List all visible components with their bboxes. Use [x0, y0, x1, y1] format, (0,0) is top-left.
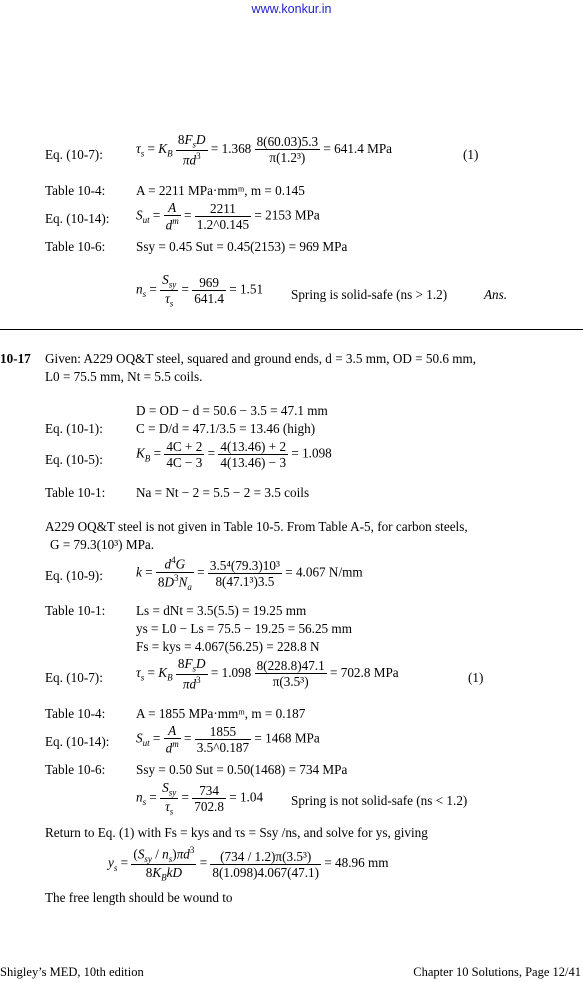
table10-1b-label: Table 10-1:	[45, 603, 106, 618]
eq10-9-label: Eq. (10-9):	[45, 568, 103, 583]
ys-line: ys = L0 − Ls = 75.5 − 19.25 = 56.25 mm	[136, 621, 352, 636]
equation-ref: (1)	[463, 147, 479, 162]
free-length-line: The free length should be wound to	[45, 890, 233, 905]
table10-1-text: Na = Nt − 2 = 5.5 − 2 = 3.5 coils	[136, 485, 310, 500]
ys-formula: $y_s$ = $\frac{(S_{sy} / n_s)\pi d^3}{8K_BkD}$ = $\frac{\text{(734 / 1.2)π(3.5³)}}{8(1.098)4.067(47.1)}$ = 48.96 mm	[108, 845, 389, 884]
eq10-1-label: Eq. (10-1):	[45, 421, 103, 436]
table10-6b-text: Ssy = 0.50 Sut = 0.50(1468) = 734 MPa	[136, 762, 348, 777]
nsb-comment: Spring is not solid-safe (ns < 1.2)	[291, 793, 468, 808]
problem-number: 10-17	[0, 351, 31, 366]
eq10-9-formula: k = $\frac{d^4G}{8D^3N_a}$ = $\frac{\text{3.5⁴(79.3)10³}}{\text{8(47.1³)3.5}}$ = 4.067 N/mm	[136, 555, 363, 592]
section-divider	[0, 329, 583, 330]
eq10-14b-formula: $S_{ut}$ = $\frac{A}{d^m}$ = $\frac{1855}{3.5\^{}0.187}$ = 1468 MPa	[136, 723, 320, 756]
table10-6-label: Table 10-6:	[45, 239, 106, 254]
eq10-14-formula: $S_{ut}$ = $\frac{A}{d^m}$ = $\frac{2211}{1.2\^{}0.145}$ = 2153 MPa	[136, 200, 320, 233]
note-line-2: G = 79.3(10³) MPa.	[50, 537, 155, 552]
eq10-14-label: Eq. (10-14):	[45, 211, 110, 226]
D-line: D = OD − d = 50.6 − 3.5 = 47.1 mm	[136, 403, 328, 418]
ns-comment: Spring is solid-safe (ns > 1.2)	[291, 287, 448, 302]
eq10-5-label: Eq. (10-5):	[45, 452, 103, 467]
answer-mark: Ans.	[484, 287, 508, 302]
table10-4-text: A = 2211 MPa·mmᵐ, m = 0.145	[136, 183, 305, 198]
given-line-2: L0 = 75.5 mm, Nt = 5.5 coils.	[45, 369, 203, 384]
eq10-14b-label: Eq. (10-14):	[45, 734, 110, 749]
footer-left: Shigley’s MED, 10th edition	[0, 965, 144, 979]
table10-4b-label: Table 10-4:	[45, 706, 106, 721]
note-line-1: A229 OQ&T steel is not given in Table 10-5. From Table A-5, for carbon steels,	[45, 519, 468, 534]
equation-ref-2: (1)	[468, 670, 484, 685]
eq10-7-label: Eq. (10-7):	[45, 147, 103, 162]
fs-line: Fs = kys = 4.067(56.25) = 228.8 N	[136, 639, 320, 654]
table10-4b-text: A = 1855 MPa·mmᵐ, m = 0.187	[136, 706, 306, 721]
table10-4-label: Table 10-4:	[45, 183, 106, 198]
header-url[interactable]: www.konkur.in	[251, 2, 332, 16]
table10-1-label: Table 10-1:	[45, 485, 106, 500]
ls-line: Ls = dNt = 3.5(5.5) = 19.25 mm	[136, 603, 307, 618]
table10-6-text: Ssy = 0.45 Sut = 0.45(2153) = 969 MPa	[136, 239, 348, 254]
return-line: Return to Eq. (1) with Fs = kys and τs = Ssy /ns, and solve for ys, giving	[45, 825, 428, 840]
eq10-7b-label: Eq. (10-7):	[45, 670, 103, 685]
table10-6b-label: Table 10-6:	[45, 762, 106, 777]
given-line-1: Given: A229 OQ&T steel, squared and ground ends, d = 3.5 mm, OD = 50.6 mm,	[45, 351, 477, 366]
eq10-1-text: C = D/d = 47.1/3.5 = 13.46 (high)	[136, 421, 316, 436]
eq10-7b-formula: $\tau_s = K_B$ $\frac{8F_sD}{\pi d^3}$ = 1.098 $\frac{8(228.8)47.1}{\text{π(3.5³)}}$ = 702.8 MPa	[136, 656, 399, 692]
footer-right: Chapter 10 Solutions, Page 12/41	[413, 965, 581, 979]
ns-formula: $n_s$ = $\frac{S_{sy}}{\tau_s}$ = $\frac{969}{641.4}$ = 1.51	[136, 272, 264, 309]
eq10-5-formula: $K_B$ = $\frac{4C + 2}{4C - 3}$ = $\frac{4(13.46) + 2}{4(13.46) - 3}$ = 1.098	[136, 439, 332, 471]
nsb-formula: $n_s$ = $\frac{S_{sy}}{\tau_s}$ = $\frac{734}{702.8}$ = 1.04	[136, 780, 264, 817]
eq10-7-formula: $\tau_s = K_B$ $\frac{8F_sD}{\pi d^3}$ = 1.368 $\frac{8(60.03)5.3}{\text{π(1.2³)}}$ = 641.4 MPa	[136, 132, 393, 168]
